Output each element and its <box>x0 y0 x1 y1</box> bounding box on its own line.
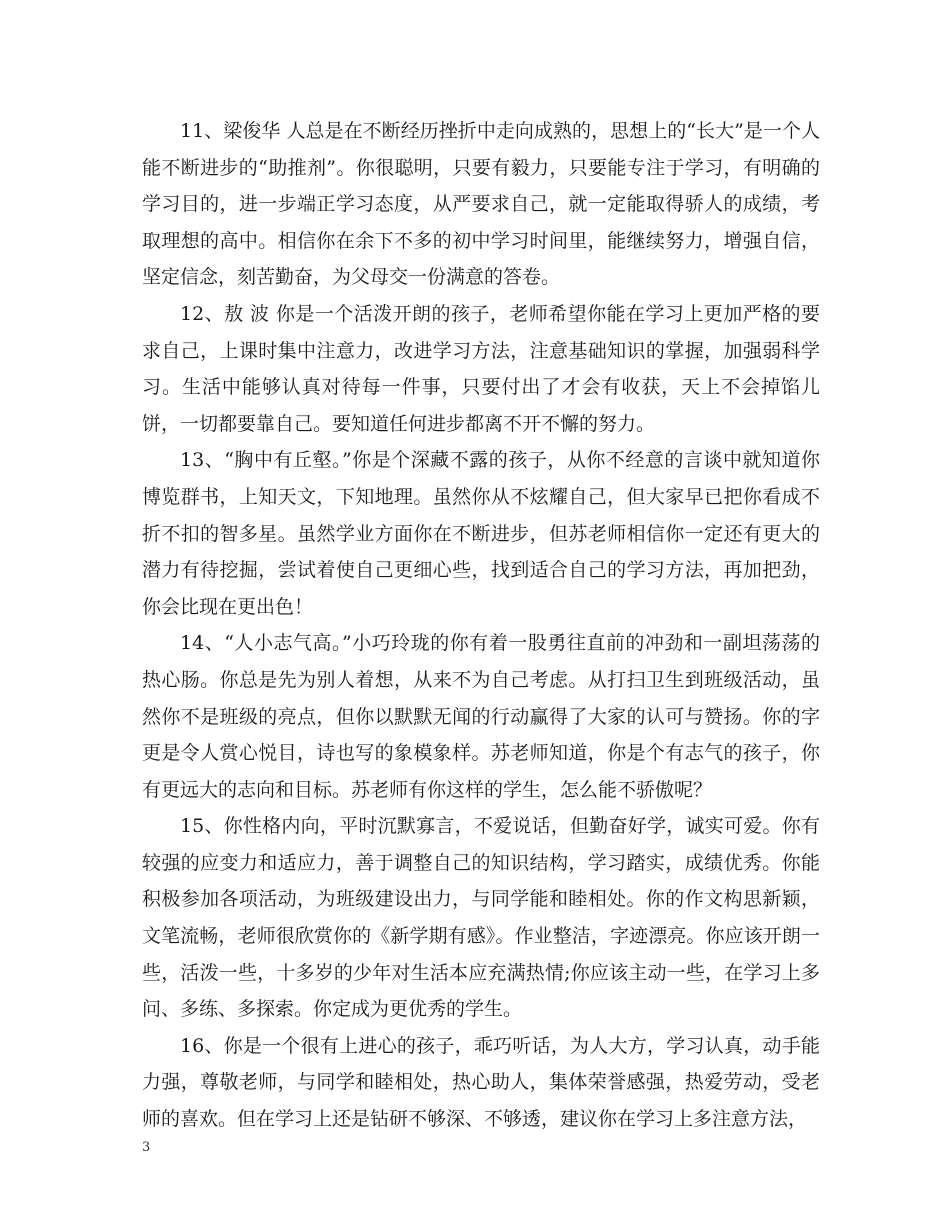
comment-paragraph-16: 16、你是一个很有上进心的孩子，乖巧听话，为人大方，学习认真，动手能力强，尊敬老师，与同学和睦相处，热心助人，集体荣誉感强，热爱劳动，受老师的喜欢。但在学习上还是钻研不够深、不够透，建议你在学习上多注意方法， <box>142 1034 820 1131</box>
comment-paragraph-14: 14、“人小志气高。”小巧玲珑的你有着一股勇往直前的冲劲和一副坦荡荡的热心肠。你总是先为别人着想，从来不为自己考虑。从打扫卫生到班级活动，虽然你不是班级的亮点，但你以默默无闻的行动赢得了大家的认可与赞扬。你的字更是令人赏心悦目，诗也写的象模象样。苏老师知道，你是个有志气的孩子，你有更远大的志向和目标。苏老师有你这样的学生，怎么能不骄傲呢？ <box>142 632 820 801</box>
document-body <box>142 113 820 1138</box>
comment-paragraph-11: 11、梁俊华 人总是在不断经历挫折中走向成熟的，思想上的“长大”是一个人能不断进步的“助推剂”。你很聪明，只要有毅力，只要能专注于学习，有明确的学习目的，进一步端正学习态度，从严要求自己，就一定能取得骄人的成绩，考取理想的高中。相信你在余下不多的初中学习时间里，能继续努力，增强自信，坚定信念，刻苦勤奋，为父母交一份满意的答卷。 <box>142 120 820 289</box>
comment-paragraph-13: 13、“胸中有丘壑。”你是个深藏不露的孩子，从你不经意的言谈中就知道你博览群书，上知天文，下知地理。虽然你从不炫耀自己，但大家早已把你看成不折不扣的智多星。虽然学业方面你在不断进步，但苏老师相信你一定还有更大的潜力有待挖掘，尝试着使自己更细心些，找到适合自己的学习方法，再加把劲，你会比现在更出色！ <box>142 449 820 618</box>
page-number: 3 <box>142 1140 151 1155</box>
comment-paragraph-15: 15、你性格内向，平时沉默寡言，不爱说话，但勤奋好学，诚实可爱。你有较强的应变力和适应力，善于调整自己的知识结构，学习踏实，成绩优秀。你能积极参加各项活动，为班级建设出力，与同学能和睦相处。你的作文构思新颖，文笔流畅，老师很欣赏你的《新学期有感》。作业整洁，字迹漂亮。你应该开朗一些，活泼一些，十多岁的少年对生活本应充满热情;你应该主动一些，在学习上多问、多练、多探索。你定成为更优秀的学生。 <box>142 815 820 1021</box>
comment-paragraph-12: 12、敖 波 你是一个活泼开朗的孩子，老师希望你能在学习上更加严格的要求自己，上课时集中注意力，改进学习方法，注意基础知识的掌握，加强弱科学习。生活中能够认真对待每一件事，只要付出了才会有收获，天上不会掉馅儿饼，一切都要靠自己。要知道任何进步都离不开不懈的努力。 <box>142 302 820 435</box>
